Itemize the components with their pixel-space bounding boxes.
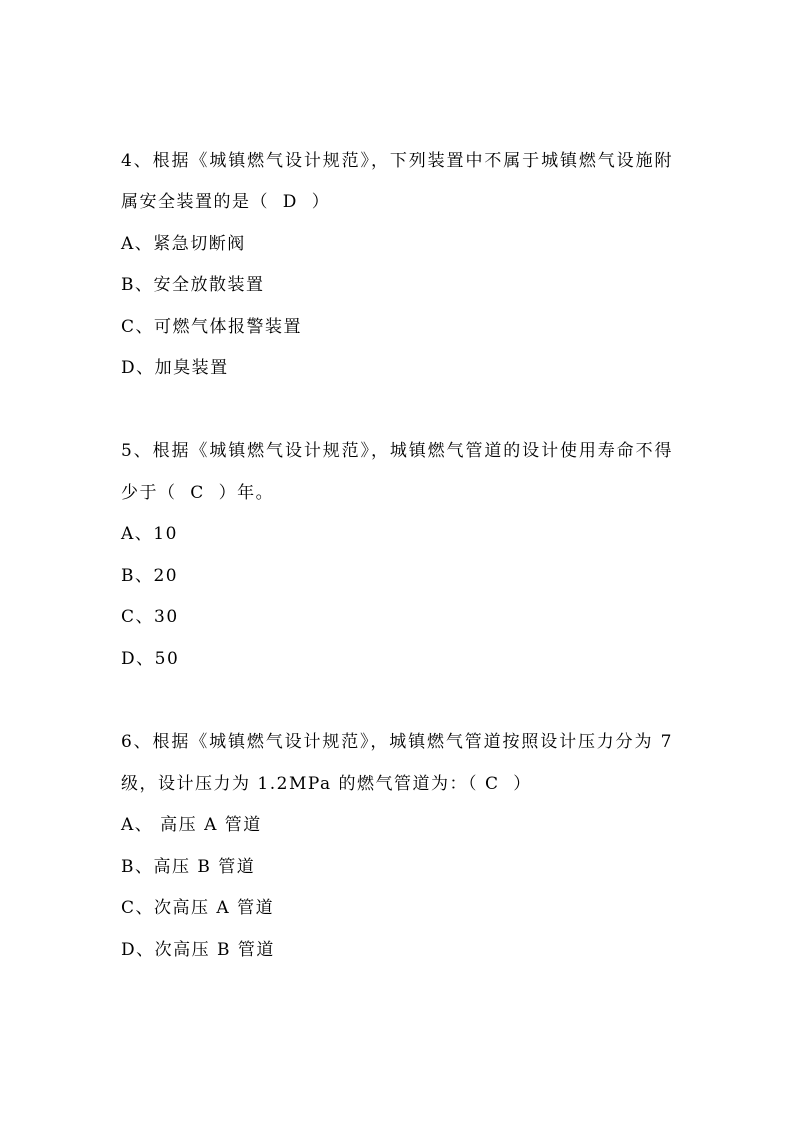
question-4-option-d: D、加臭装置 [121,358,229,378]
question-6-stem-line-1: 6、根据《城镇燃气设计规范》，城镇燃气管道按照设计压力分为 7 [121,732,673,752]
question-5-option-b: B、20 [121,566,179,586]
question-6-stem-line-2: 级，设计压力为 1.2MPa 的燃气管道为：（ C ） [121,774,532,794]
question-4-option-a: A、紧急切断阀 [121,234,246,254]
question-4-stem-line-2: 属安全装置的是（ D ） [121,192,331,212]
question-4-stem-line-1: 4、根据《城镇燃气设计规范》，下列装置中不属于城镇燃气设施附 [121,151,673,171]
question-6-option-a: A、 高压 A 管道 [121,815,262,835]
question-5-stem-line-2: 少于（ C ）年。 [121,483,275,503]
question-6-option-b: B、高压 B 管道 [121,857,256,877]
question-5-option-c: C、30 [121,607,179,627]
question-6-option-c: C、次高压 A 管道 [121,898,275,918]
question-5-option-a: A、10 [121,524,178,544]
question-6-option-d: D、次高压 B 管道 [121,940,275,960]
question-4-option-b: B、安全放散装置 [121,275,265,295]
question-5-stem-line-1: 5、根据《城镇燃气设计规范》，城镇燃气管道的设计使用寿命不得 [121,441,673,461]
question-5-option-d: D、50 [121,649,180,669]
question-4-option-c: C、可燃气体报警装置 [121,317,303,337]
